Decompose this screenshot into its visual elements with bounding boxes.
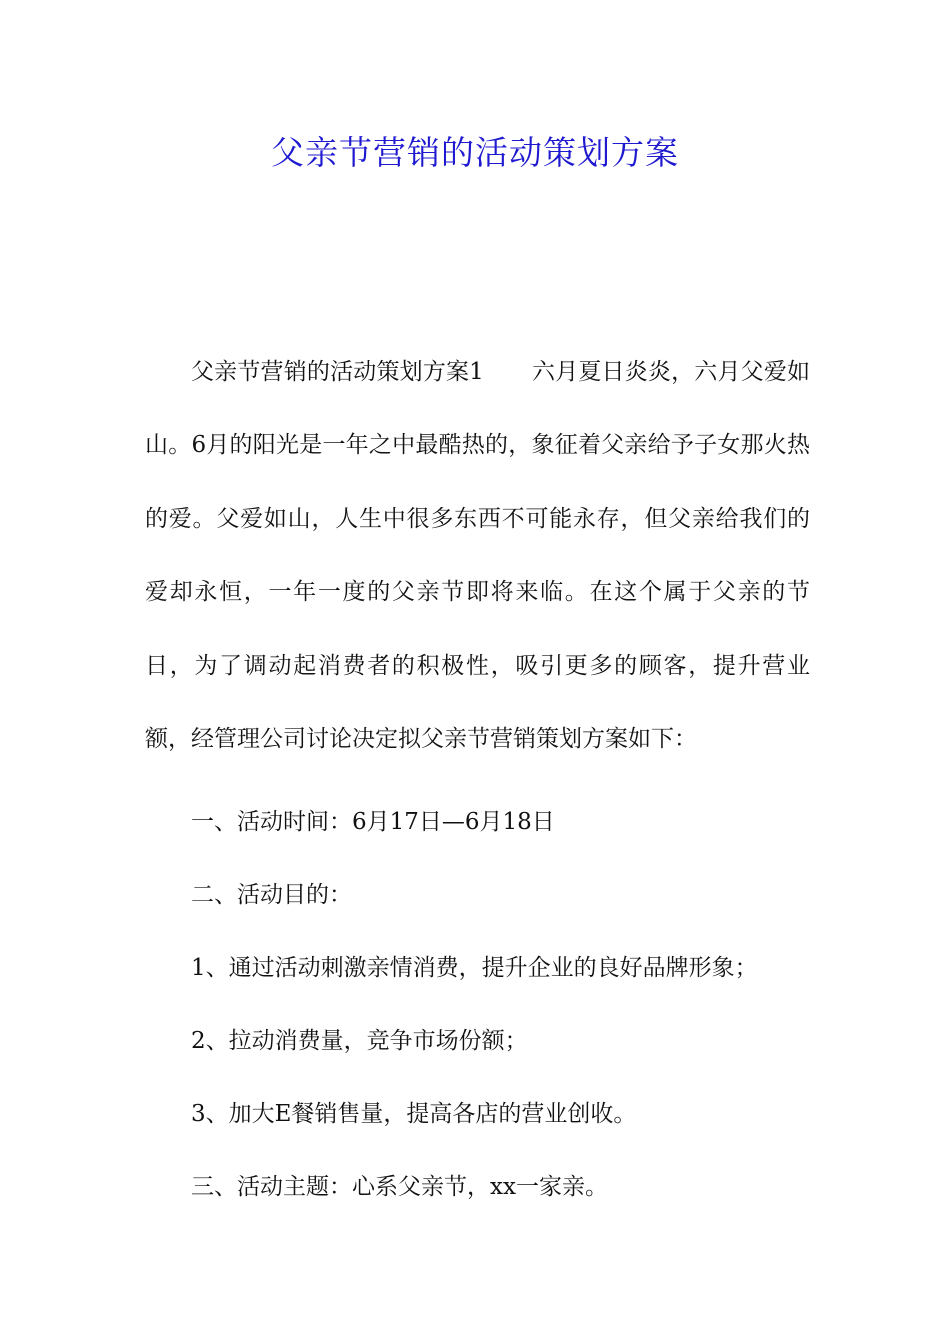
document-body (145, 336, 810, 1236)
purpose-item-1: 1、通过活动刺激亲情消费，提升企业的良好品牌形象； (191, 955, 758, 982)
intro-heading: 父亲节营销的活动策划方案1 (191, 359, 484, 385)
intro-text: 六月夏日炎炎，六月父爱如山。6月的阳光是一年之中最酷热的，象征着父亲给予子女那火热的爱。父爱如山，人生中很多东西不可能永存，但父亲给我们的爱却永恒，一年一度的父亲节即将来临。在这个属于父亲的节日，为了调动起消费者的积极性，吸引更多的顾客，提升营业额，经管理公司讨论决定拟父亲节营销策划方案如下： (145, 359, 811, 753)
purpose-item-2: 2、拉动消费量，竞争市场份额； (191, 1028, 528, 1055)
purpose-item-3: 3、加大E餐销售量，提高各店的营业创收。 (191, 1101, 637, 1128)
section-activity-purpose: 二、活动目的： (191, 882, 352, 909)
section-activity-time: 一、活动时间：6月17日—6月18日 (191, 809, 555, 836)
intro-paragraph (145, 336, 810, 776)
document-title: 父亲节营销的活动策划方案 (271, 133, 679, 172)
section-activity-theme: 三、活动主题：心系父亲节，xx一家亲。 (191, 1174, 608, 1201)
